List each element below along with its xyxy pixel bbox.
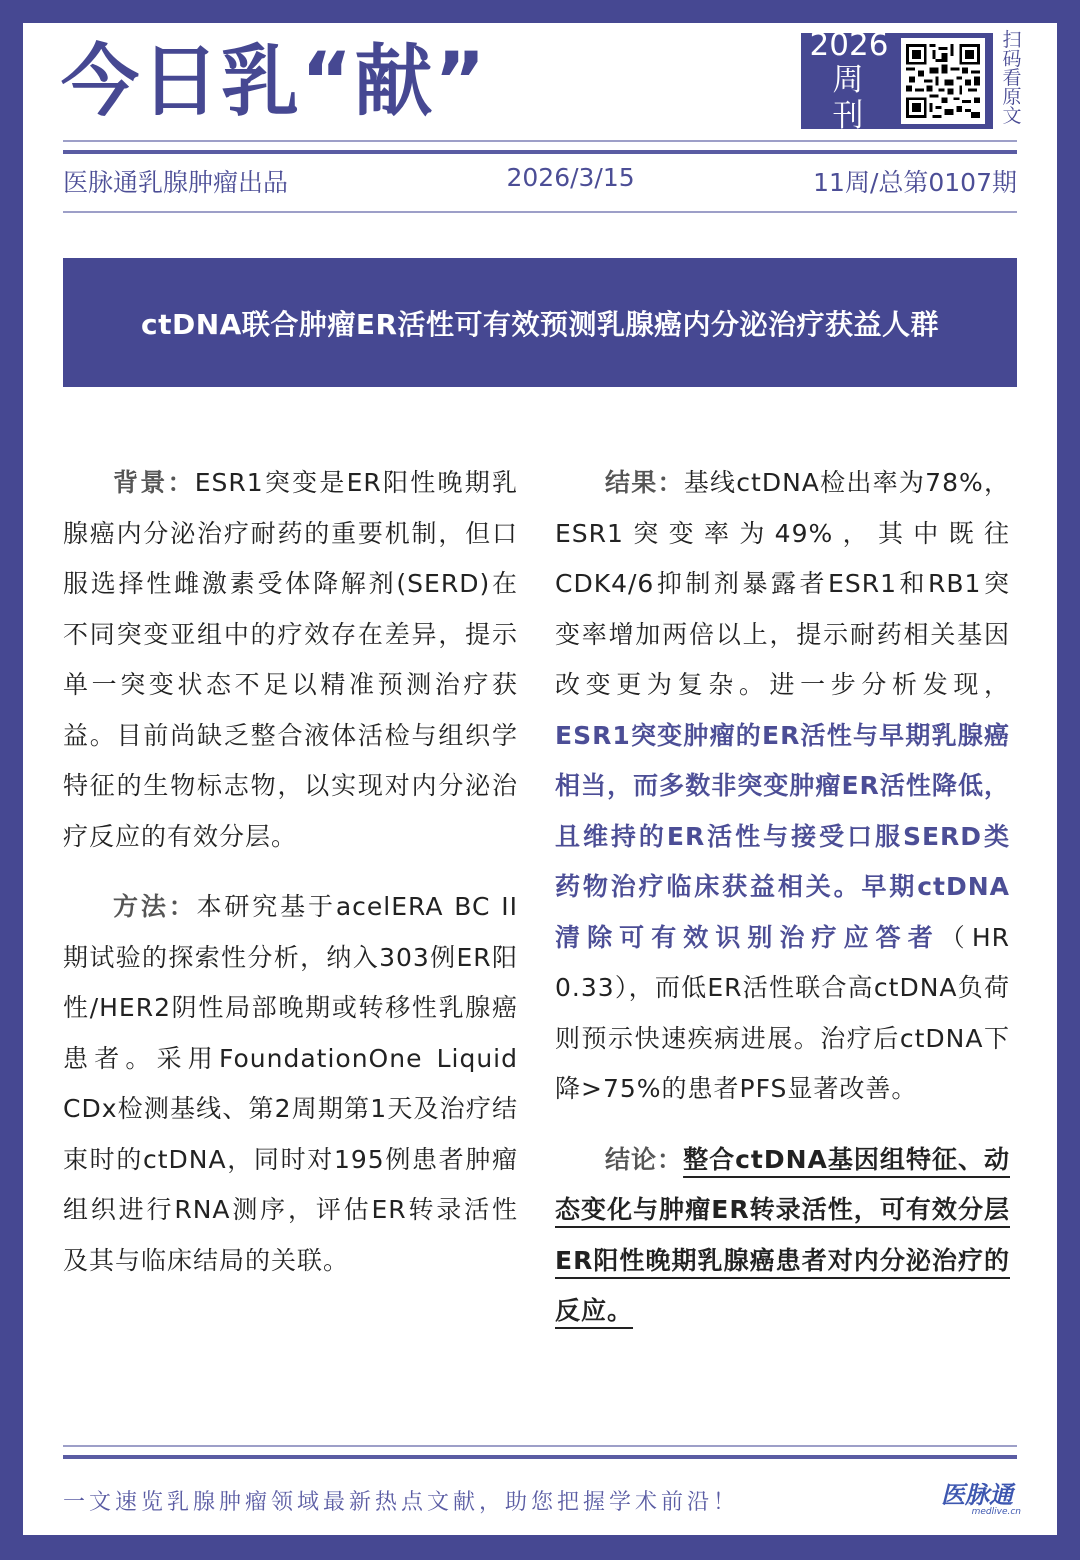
methods-label: 方法： (113, 892, 197, 921)
meta-divider (63, 211, 1017, 213)
scan-qr-label: 扫码看原文 (1002, 29, 1022, 127)
conclusion-text: 整合ctDNA基因组特征、动态变化与肿瘤ER转录活性，可有效分层ER阳性晚期乳腺癌患者对内分泌治疗的反应。 (555, 1144, 1010, 1325)
right-column (555, 458, 1010, 1357)
footer-tagline: 一文速览乳腺肿瘤领域最新热点文献，助您把握学术前沿！ (63, 1490, 740, 1515)
methods-section (63, 882, 518, 1286)
meta-row (63, 163, 1017, 199)
publisher-label: 医脉通乳腺肿瘤出品 (63, 168, 289, 197)
footer-divider-thin (63, 1445, 1017, 1447)
methods-text: 本研究基于acelERA BC II期试验的探索性分析，纳入303例ER阳性/HER2阴性局部晚期或转移性乳腺癌患者。采用FoundationOne Liquid CDx检测基线、第2周期第1天及治疗结束时的ctDNA，同时对195例患者肿瘤组织进行RNA测序，评估ER转录活性及其与临床结局的关联。 (63, 892, 518, 1275)
header-divider-thin (63, 140, 1017, 142)
page-card (23, 23, 1057, 1535)
footer-divider-thick (63, 1455, 1017, 1459)
issue-label (801, 28, 897, 135)
qr-code-icon[interactable] (901, 38, 985, 124)
article-title-banner (63, 258, 1017, 387)
results-label: 结果： (605, 468, 684, 497)
results-text: 基线ctDNA检出率为78%，ESR1突变率为49%，其中既往CDK4/6抑制剂暴露者ESR1和RB1突变率增加两倍以上，提示耐药相关基因改变更为复杂。进一步分析发现， (555, 468, 1010, 699)
left-column (63, 458, 518, 1306)
brand-name: 医脉通 (941, 1481, 1013, 1509)
issue-year: 2026 (809, 26, 889, 63)
conclusion-label: 结论： (605, 1144, 684, 1174)
results-text-continued: （HR 0.33），而低ER活性联合高ctDNA负荷则预示快速疾病进展。治疗后ctDNA下降>75%的患者PFS显著改善。 (555, 922, 1010, 1103)
conclusion-section (555, 1135, 1010, 1337)
results-section (555, 458, 1010, 1115)
background-section (63, 458, 518, 862)
issue-number: 11周/总第0107期 (813, 168, 1017, 197)
issue-box (801, 26, 993, 134)
background-label: 背景： (113, 468, 195, 497)
medlive-logo[interactable] (941, 1481, 1021, 1521)
header-divider-thick (63, 150, 1017, 154)
results-highlight: ESR1突变肿瘤的ER活性与早期乳腺癌相当，而多数非突变肿瘤ER活性降低，且维持的ER活性与接受口服SERD类药物治疗临床获益相关。早期ctDNA清除可有效识别治疗应答者 (555, 720, 1010, 952)
article-title: ctDNA联合肿瘤ER活性可有效预测乳腺癌内分泌治疗获益人群 (140, 307, 940, 341)
background-text: ESR1突变是ER阳性晚期乳腺癌内分泌治疗耐药的重要机制，但口服选择性雌激素受体降解剂(SERD)在不同突变亚组中的疗效存在差异，提示单一突变状态不足以精准预测治疗获益。目前尚缺乏整合液体活检与组织学特征的生物标志物，以实现对内分泌治疗反应的有效分层。 (63, 468, 518, 851)
issue-date: 2026/3/15 (506, 163, 635, 192)
brand-url: medlive.cn (971, 1507, 1021, 1517)
issue-type: 周 刊 (832, 62, 874, 134)
publication-logo: 今日乳“献” (61, 37, 488, 127)
